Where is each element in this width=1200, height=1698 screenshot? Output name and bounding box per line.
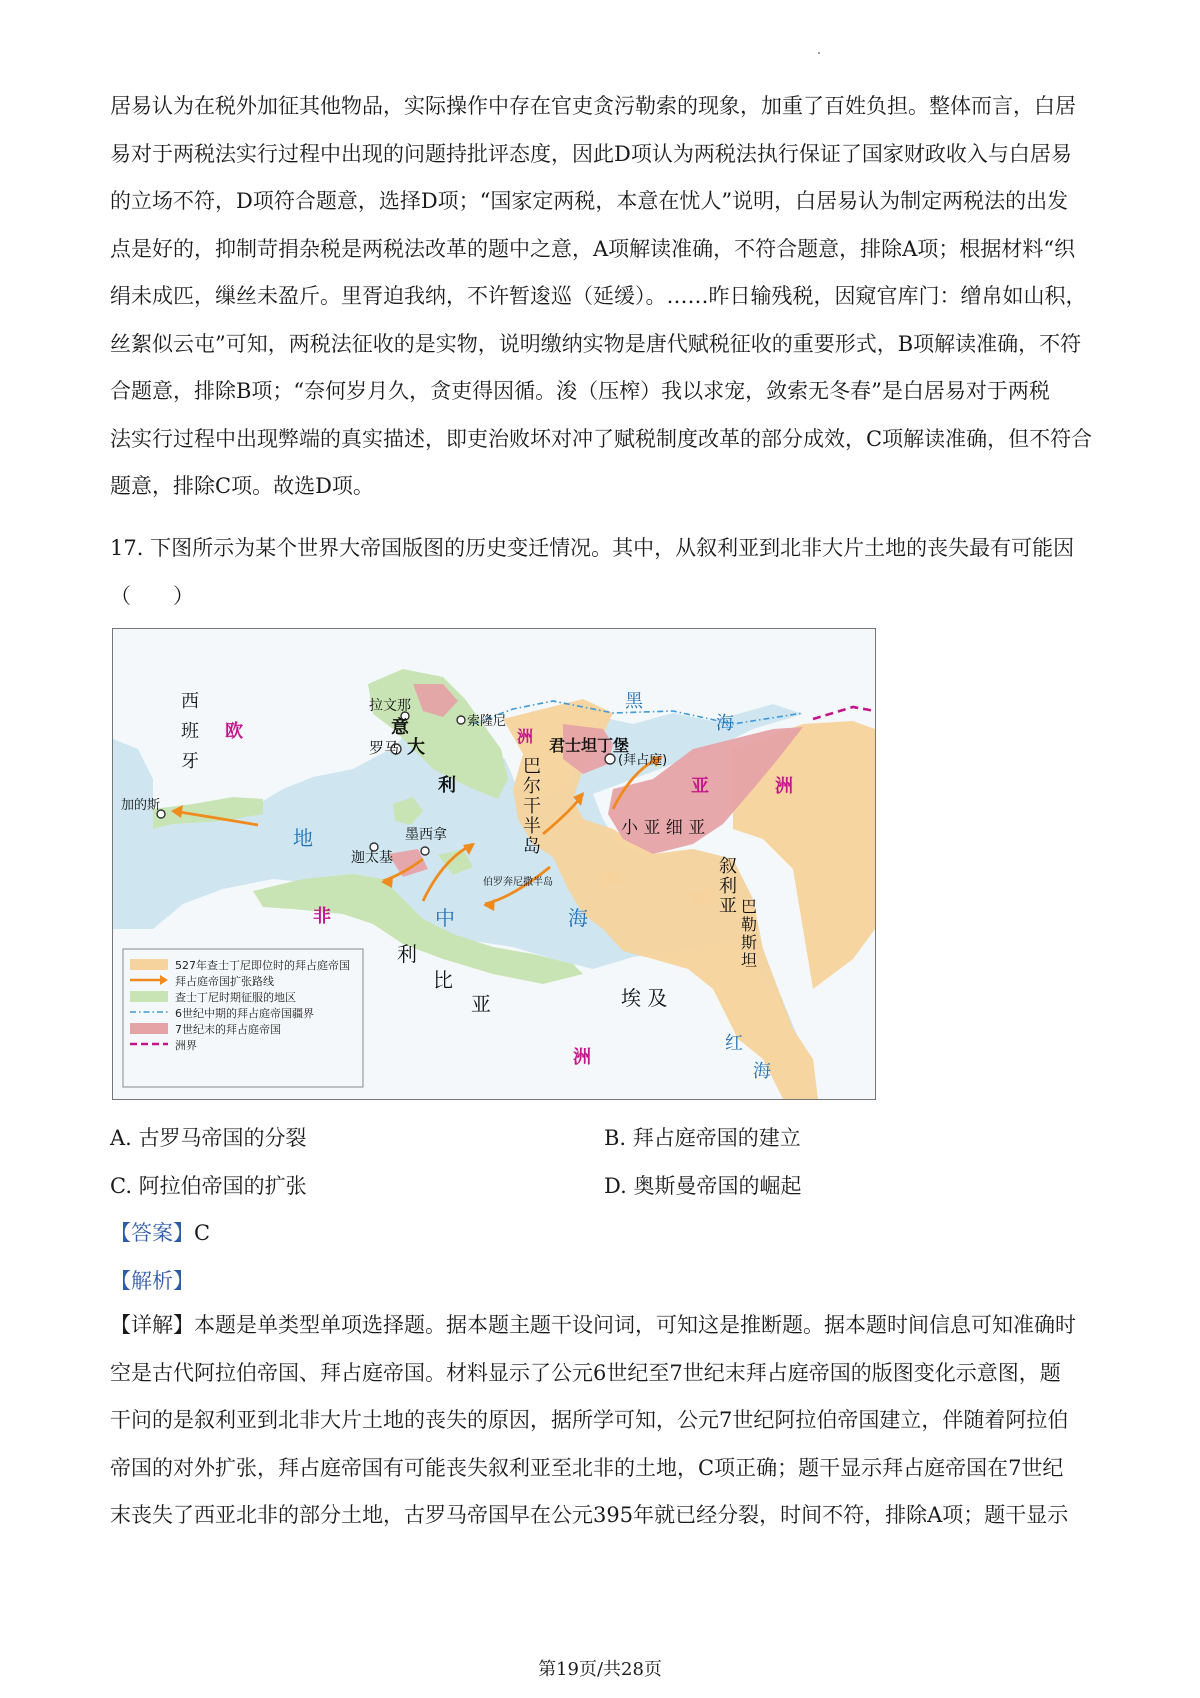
text-line: 点是好的，抑制苛捐杂税是两税法改革的题中之意，A项解读准确，不符合题意，排除A项；根据材料“织: [110, 236, 1076, 261]
label-europe-2: 洲: [517, 727, 534, 746]
label-spain-3: 牙: [181, 751, 199, 772]
option-a[interactable]: A. 古罗马帝国的分裂: [110, 1126, 307, 1150]
label-asia-1: 亚: [691, 776, 709, 797]
label-italy-2: 大: [407, 737, 425, 758]
legend-swatch-7th: [130, 1023, 168, 1034]
option-c[interactable]: C. 阿拉伯帝国的扩张: [110, 1174, 307, 1198]
label-messina: 墨西拿: [405, 827, 447, 843]
scan-speck: [818, 52, 820, 54]
text-line: 居易认为在税外加征其他物品，实际操作中存在官吏贪污勒索的现象，加重了百姓负担。整体而言，白居: [110, 94, 1076, 118]
label-italy-3: 利: [438, 775, 456, 796]
label-italy-1: 意: [391, 717, 409, 738]
legend-swatch-conquered: [130, 991, 168, 1002]
text-line: 法实行过程中出现弊端的真实描述，即吏治败坏对冲了赋税制度改革的部分成效，C项解读准确，但不符合: [110, 426, 1093, 451]
text-line: 题意，排除C项。故选D项。: [110, 474, 374, 498]
explanation-paragraph: [110, 83, 1100, 511]
text-line: 末丧失了西亚北非的部分土地，古罗马帝国早在公元395年就已经分裂，时间不符，排除A项；题干显示: [110, 1503, 1069, 1527]
label-constantinople: 君士坦丁堡: [549, 736, 630, 755]
label-balkan-2: 尔: [523, 776, 541, 797]
option-b[interactable]: B. 拜占庭帝国的建立: [604, 1126, 801, 1150]
label-black-sea-1: 黑: [625, 691, 643, 712]
label-egypt: 埃 及: [621, 986, 668, 1010]
label-syria-1: 叙: [719, 856, 737, 877]
label-cadiz: 加的斯: [121, 798, 161, 813]
label-asia-minor: 小 亚 细 亚: [621, 818, 706, 838]
label-europe-1: 欧: [225, 721, 243, 742]
label-black-sea-2: 海: [716, 713, 734, 734]
answer-line: [110, 1217, 210, 1247]
text-line: 丝絮似云屯”可知，两税法征收的是实物，说明缴纳实物是唐代赋税征收的重要形式，B项解读准确，不符: [110, 331, 1082, 356]
label-mediterranean-1: 地: [293, 826, 313, 850]
text-line: 【详解】本题是单类型单项选择题。据本题主题干设问词，可知这是推断题。据本题时间信息可知准确时: [110, 1313, 1076, 1337]
label-africa-1: 非: [313, 906, 331, 927]
label-mediterranean-2: 中: [435, 906, 455, 930]
question-17-blank: （ ）: [110, 584, 194, 608]
label-palestine-4: 坦: [741, 951, 758, 970]
text-line: 干问的是叙利亚到北非大片土地的丧失的原因，据所学可知，公元7世纪阿拉伯帝国建立，伴随着阿拉伯: [110, 1408, 1069, 1432]
label-africa-2: 洲: [573, 1047, 591, 1068]
label-asia-2: 洲: [775, 776, 793, 797]
answer-tag: 【答案】: [110, 1221, 194, 1245]
label-libya-2: 比: [433, 968, 453, 992]
legend-label-527: 527年查士丁尼即位时的拜占庭帝国: [175, 959, 350, 972]
label-balkan-3: 干: [523, 796, 541, 817]
text-line: 帝国的对外扩张，拜占庭帝国有可能丧失叙利亚至北非的土地，C项正确；题干显示拜占庭帝国在7世纪: [110, 1455, 1064, 1480]
text-line: 空是古代阿拉伯帝国、拜占庭帝国。材料显示了公元6世纪至7世纪末拜占庭帝国的版图变化示意图，题: [110, 1360, 1061, 1385]
label-syria-3: 亚: [719, 896, 737, 917]
label-balkan-1: 巴: [523, 756, 541, 777]
option-d[interactable]: D. 奥斯曼帝国的崛起: [604, 1174, 802, 1198]
legend-label-7th: 7世纪末的拜占庭帝国: [175, 1023, 281, 1036]
legend-label-route: 拜占庭帝国扩张路线: [175, 975, 274, 988]
analysis-line: [110, 1265, 194, 1295]
text-line: 易对于两税法实行过程中出现的问题持批评态度，因此D项认为两税法执行保证了国家财政收入与白居易: [110, 141, 1072, 166]
legend-label-6th-border: 6世纪中期的拜占庭帝国疆界: [175, 1007, 314, 1020]
label-libya-3: 亚: [471, 992, 491, 1016]
legend-label-continent: 洲界: [175, 1039, 197, 1052]
text-line: 的立场不符，D项符合题意，选择D项；“国家定两税，本意在忧人”说明，白居易认为制定两税法的出发: [110, 189, 1069, 213]
byzantine-map: [112, 628, 876, 1100]
label-palestine-3: 斯: [741, 933, 758, 952]
label-ravenna: 拉文那: [369, 698, 411, 714]
page-footer: 第19页/共28页: [538, 1659, 662, 1680]
label-mediterranean-3: 海: [568, 906, 588, 930]
label-balkan-5: 岛: [523, 836, 541, 857]
label-carthage: 迦太基: [351, 850, 393, 866]
label-peloponnese: 伯罗奔尼撒半岛: [483, 877, 553, 888]
analysis-tag: 【解析】: [110, 1269, 194, 1293]
label-palestine-1: 巴: [741, 897, 758, 916]
legend-swatch-527: [130, 959, 168, 970]
text-line: 合题意，排除B项；“奈何岁月久，贪吏得因循。浚（压榨）我以求宠，敛索无冬春”是白居易对于两税: [110, 379, 1050, 403]
label-palestine-2: 勒: [741, 915, 758, 934]
label-red-sea-2: 海: [753, 1061, 771, 1082]
answer-value: C: [194, 1221, 211, 1245]
label-red-sea-1: 红: [725, 1033, 743, 1054]
map-legend: [123, 949, 363, 1087]
label-syria-2: 利: [719, 876, 737, 897]
label-rome: 罗马: [369, 739, 400, 757]
text-line: 绢未成匹，缫丝未盈斤。里胥迫我纳，不许暂逡巡（延缓）。……昨日输残税，因窥官库门：缯帛如山积，: [110, 284, 1087, 308]
label-byzantium: (拜占庭): [618, 753, 668, 768]
label-spain-2: 班: [181, 721, 199, 742]
question-17-stem: 17. 下图所示为某个世界大帝国版图的历史变迁情况。其中，从叙利亚到北非大片土地的丧失最有可能因: [110, 536, 1075, 560]
detail-paragraph: [110, 1302, 1100, 1540]
label-libya-1: 利: [397, 942, 417, 966]
label-balkan-4: 半: [523, 816, 541, 837]
label-spain-1: 西: [181, 691, 199, 712]
label-sirmium: 索隆尼: [467, 714, 507, 729]
legend-label-conquered: 查士丁尼时期征服的地区: [175, 991, 296, 1004]
